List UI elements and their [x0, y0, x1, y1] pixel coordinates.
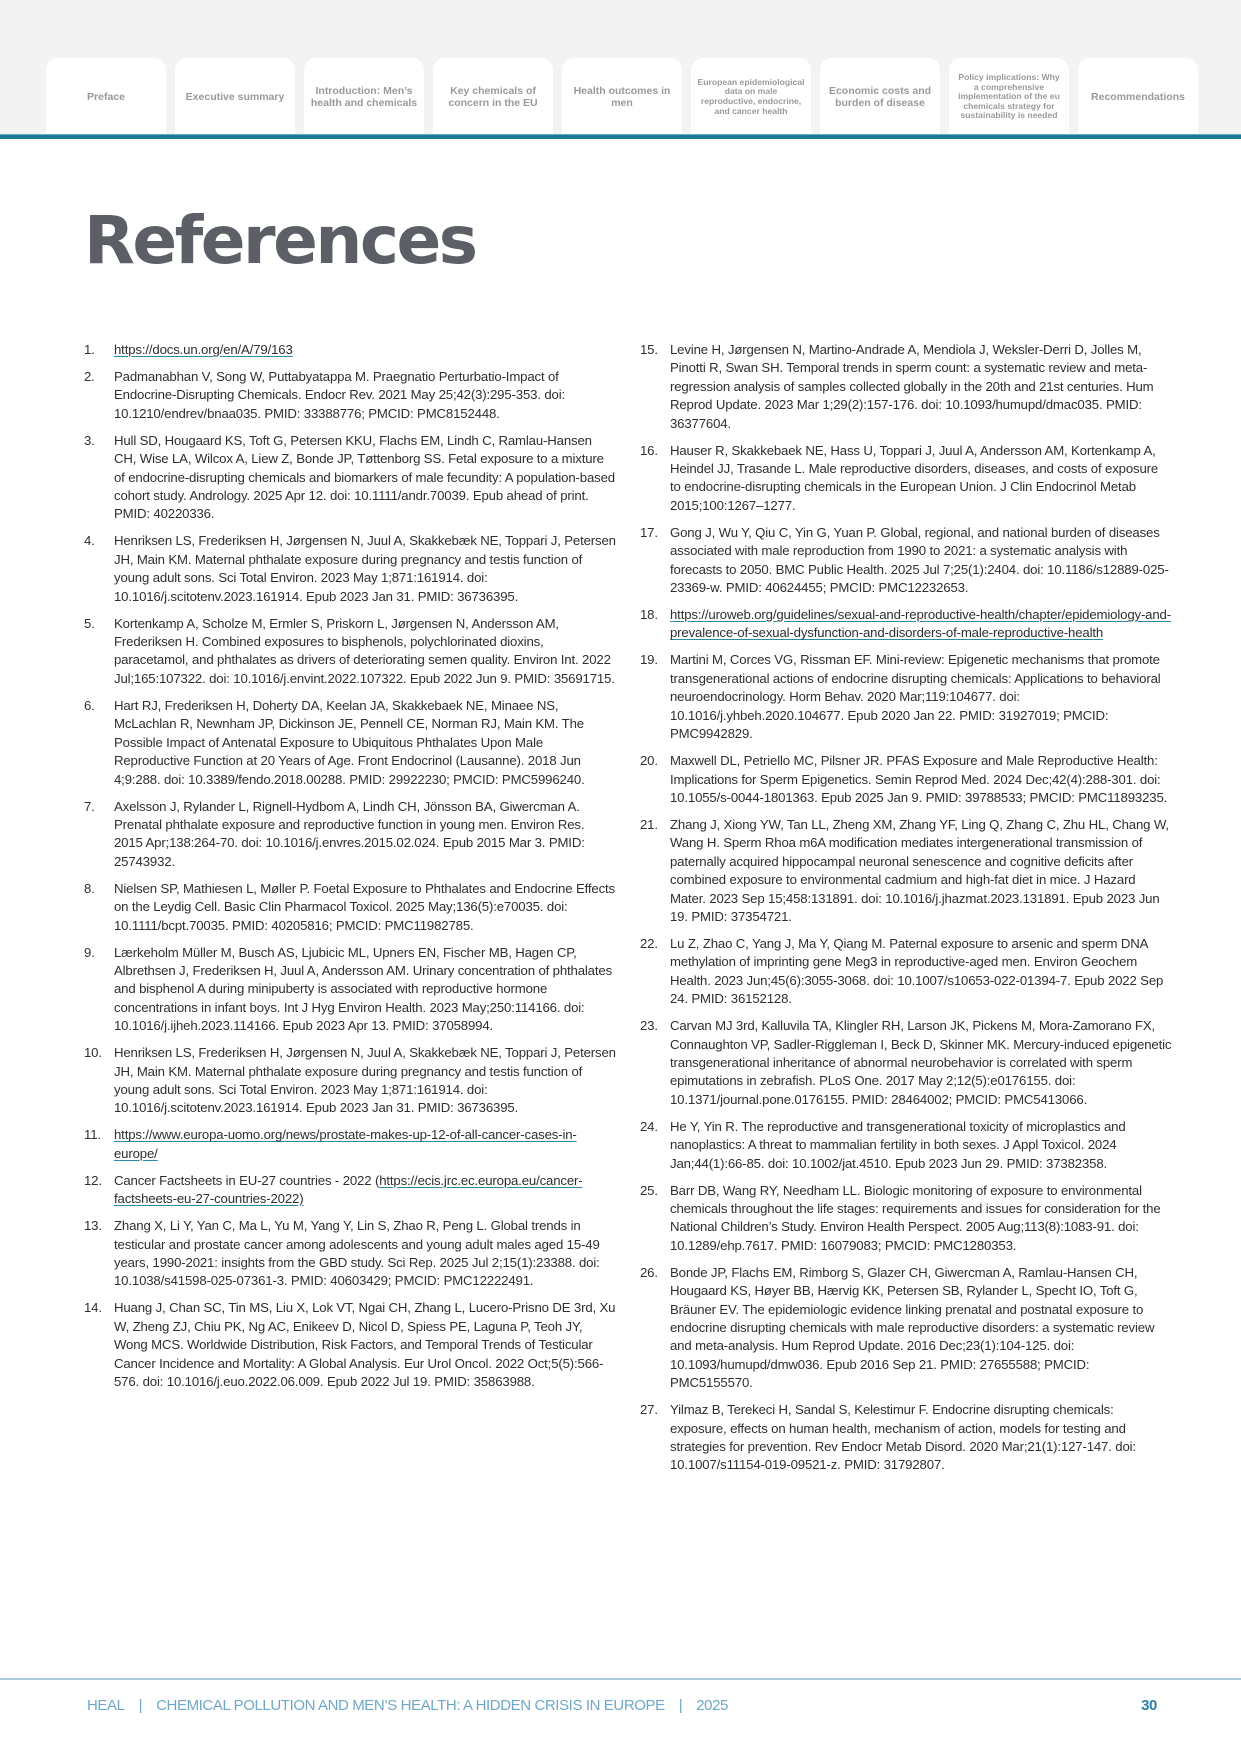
reference-number: 13.	[84, 1218, 102, 1234]
page-title: References	[84, 202, 476, 279]
page-number: 30	[1141, 1697, 1157, 1714]
reference-citation: Padmanabhan V, Song W, Puttabyatappa M. Praegnatio Perturbatio-Impact of Endocrine-Disrupting Chemicals. Endocr Rev. 2021 May 25;42(3):295-353. doi: 10.1210/endrev/bnaa035. PMID: 33388776; PMCID: PMC8152448.	[114, 369, 566, 421]
reference-text	[670, 935, 1172, 1009]
nav-tab[interactable]	[1078, 58, 1198, 136]
reference-text	[114, 1044, 616, 1118]
reference-citation: He Y, Yin R. The reproductive and transgenerational toxicity of microplastics and nanoplastics: A threat to mammalian fertility in both sexes. J Appl Toxicol. 2024 Jan;44(1):66-85. doi: 10.1002/jat.4510. Epub 2023 Jun 29. PMID: 37382358.	[670, 1118, 1126, 1171]
nav-tab-label: Executive summary	[185, 90, 285, 103]
reference-number: 2.	[84, 369, 95, 384]
footer-org: HEAL	[87, 1697, 125, 1714]
reference-number: 25.	[640, 1182, 658, 1198]
nav-tab[interactable]	[175, 58, 295, 136]
nav-tab[interactable]	[433, 58, 553, 136]
reference-item	[640, 935, 1172, 1009]
reference-text	[114, 1172, 616, 1209]
reference-text	[670, 442, 1172, 516]
reference-item	[640, 752, 1172, 807]
nav-tab-label: Economic costs and burden of disease	[828, 84, 932, 109]
reference-number: 26.	[640, 1264, 658, 1280]
reference-citation: Hull SD, Hougaard KS, Toft G, Petersen KKU, Flachs EM, Lindh C, Ramlau-Hansen CH, Wise LA, Wilcox A, Liew Z, Bonde JP, Tøttenborg SS. Fetal exposure to a mixture of endocrine-disrupting chemicals and biomarkers of male fecundity: A population-based cohort study. Andrology. 2025 Apr 12. doi: 10.1111/andr.70039. Epub ahead of print. PMID: 40220336.	[114, 432, 615, 522]
reference-citation: Lu Z, Zhao C, Yang J, Ma Y, Qiang M. Paternal exposure to arsenic and sperm DNA methylation of imprinting gene Meg3 in reproductive-aged men. Environ Geochem Health. 2023 Jun;45(6):3055-3068. doi: 10.1007/s10653-022-01394-7. Epub 2022 Sep 24. PMID: 36152128.	[670, 935, 1164, 1007]
reference-item	[84, 697, 616, 789]
nav-tab-label: Introduction: Men’s health and chemicals	[310, 84, 418, 109]
reference-link[interactable]: https://ecis.jrc.ec.europa.eu/cancer-factsheets-eu-27-countries-2022)	[114, 1172, 583, 1207]
footer-year: 2025	[696, 1697, 729, 1714]
reference-item	[84, 532, 616, 606]
reference-citation: Lærkeholm Müller M, Busch AS, Ljubicic ML, Upners EN, Fischer MB, Hagen CP, Albrethsen J, Frederiksen H, Juul A, Andersson AM. Urinary concentration of phthalates and bisphenol A during minipuberty is associated with reproductive hormone concentrations in infant boys. Int J Hyg Environ Health. 2023 May;250:114166. doi: 10.1016/j.ijheh.2023.114166. Epub 2023 Apr 13. PMID: 37058994.	[114, 944, 613, 1034]
nav-tab[interactable]	[691, 58, 811, 136]
reference-text	[670, 651, 1172, 743]
reference-number: 23.	[640, 1018, 658, 1034]
reference-number: 22.	[640, 935, 658, 951]
reference-citation: Henriksen LS, Frederiksen H, Jørgensen N, Juul A, Skakkebæk NE, Toppari J, Petersen JH, Main KM. Maternal phthalate exposure during pregnancy and testis function of young adult sons. Sci Total Environ. 2023 May 1;871:161914. doi: 10.1016/j.scitotenv.2023.161914. Epub 2023 Jan 31. PMID: 36736395.	[114, 533, 616, 604]
reference-number: 3.	[84, 432, 95, 448]
reference-number: 18.	[640, 607, 658, 623]
reference-text	[670, 1401, 1172, 1475]
nav-tab-label: Recommendations	[1091, 90, 1185, 103]
reference-item	[640, 1118, 1172, 1173]
reference-number: 5.	[84, 615, 95, 631]
reference-citation: Gong J, Wu Y, Qiu C, Yin G, Yuan P. Global, regional, and national burden of diseases associated with male reproduction from 1990 to 2021: a systematic analysis with forecasts to 2050. BMC Public Health. 2025 Jul 7;25(1):2404. doi: 10.1186/s12889-025-23369-w. PMID: 40624455; PMCID: PMC12232653.	[670, 524, 1169, 596]
reference-item	[84, 1299, 616, 1391]
reference-citation: Hauser R, Skakkebaek NE, Hass U, Toppari J, Juul A, Andersson AM, Kortenkamp A, Heindel JJ, Trasande L. Male reproductive disorders, diseases, and costs of exposure to endocrine-disrupting chemicals in the European Union. J Clin Endocrinol Metab 2015;100:1267–1277.	[670, 442, 1159, 513]
reference-item	[84, 1217, 616, 1291]
reference-text	[670, 606, 1172, 643]
reference-link[interactable]: https://docs.un.org/en/A/79/163	[114, 342, 293, 357]
footer-report-title: CHEMICAL POLLUTION AND MEN’S HEALTH: A HIDDEN CRISIS IN EUROPE	[156, 1697, 665, 1714]
page-footer	[87, 1697, 1157, 1714]
reference-citation: Axelsson J, Rylander L, Rignell-Hydbom A, Lindh CH, Jönsson BA, Giwercman A. Prenatal phthalate exposure and reproductive function in young men. Environ Res. 2015 Apr;138:264-70. doi: 10.1016/j.envres.2015.02.024. Epub 2015 Mar 3. PMID: 25743932.	[114, 798, 585, 869]
reference-item	[84, 880, 616, 935]
reference-text	[114, 532, 616, 606]
reference-text	[114, 341, 616, 359]
nav-tab[interactable]	[304, 58, 424, 136]
reference-text	[670, 1182, 1172, 1256]
reference-text	[114, 1217, 616, 1291]
reference-text	[114, 368, 616, 423]
reference-item	[640, 1182, 1172, 1256]
reference-item	[640, 606, 1172, 643]
reference-item	[84, 432, 616, 524]
reference-citation: Henriksen LS, Frederiksen H, Jørgensen N, Juul A, Skakkebæk NE, Toppari J, Petersen JH, Main KM. Maternal phthalate exposure during pregnancy and testis function of young adult sons. Sci Total Environ. 2023 May 1;871:161914. doi: 10.1016/j.scitotenv.2023.161914. Epub 2023 Jan 31. PMID: 36736395.	[114, 1045, 616, 1116]
nav-tab[interactable]	[820, 58, 940, 136]
reference-citation: Yilmaz B, Terekeci H, Sandal S, Kelestimur F. Endocrine disrupting chemicals: exposure, effects on human health, mechanism of action, models for testing and strategies for prevention. Rev Endocr Metab Disord. 2020 Mar;21(1):127-147. doi: 10.1007/s11154-019-09521-z. PMID: 31792807.	[670, 1402, 1136, 1473]
reference-citation: Martini M, Corces VG, Rissman EF. Mini-review: Epigenetic mechanisms that promote transgenerational actions of endocrine disrupting chemicals: Applications to behavioral neuroendocrinology. Horm Behav. 2020 Mar;119:104677. doi: 10.1016/j.yhbeh.2020.104677. Epub 2020 Jan 22. PMID: 31927019; PMCID: PMC9942829.	[670, 652, 1161, 742]
reference-item	[84, 341, 616, 359]
reference-text	[670, 1118, 1172, 1173]
reference-item	[640, 1017, 1172, 1109]
reference-number: 20.	[640, 753, 658, 769]
reference-text	[114, 432, 616, 524]
reference-number: 9.	[84, 944, 95, 960]
reference-item	[84, 944, 616, 1036]
reference-number: 1.	[84, 342, 95, 357]
reference-citation: Nielsen SP, Mathiesen L, Møller P. Foetal Exposure to Phthalates and Endocrine Effects on the Leydig Cell. Basic Clin Pharmacol Toxicol. 2025 May;136(5):e70035. doi: 10.1111/bcpt.70035. PMID: 40205816; PMCID: PMC11982785.	[114, 880, 615, 933]
reference-number: 15.	[640, 342, 658, 357]
reference-text	[114, 880, 616, 935]
reference-number: 6.	[84, 697, 95, 713]
nav-tab[interactable]	[562, 58, 682, 136]
reference-citation: Hart RJ, Frederiksen H, Doherty DA, Keelan JA, Skakkebaek NE, Minaee NS, McLachlan R, Newnham JP, Dickinson JE, Pennell CE, Norman RJ, Main KM. The Possible Impact of Antenatal Exposure to Ubiquitous Phthalates Upon Male Reproductive Function at 20 Years of Age. Front Endocrinol (Lausanne). 2018 Jun 4;9:288. doi: 10.3389/fendo.2018.00288. PMID: 29922230; PMCID: PMC5996240.	[114, 697, 585, 787]
nav-tab[interactable]	[46, 58, 166, 136]
reference-number: 4.	[84, 533, 95, 549]
reference-citation: Zhang J, Xiong YW, Tan LL, Zheng XM, Zhang YF, Ling Q, Zhang C, Zhu HL, Chang W, Wang H. Sperm Rhoa m6A modification mediates intergenerational transmission of paternally acquired hippocampal neuronal senescence and cognitive deficits after combined exposure to environmental cadmium and high-fat diet in mice. J Hazard Mater. 2023 Sep 15;458:131891. doi: 10.1016/j.jhazmat.2023.131891. Epub 2023 Jun 19. PMID: 37354721.	[670, 816, 1169, 924]
reference-number: 27.	[640, 1402, 658, 1418]
reference-link[interactable]: https://uroweb.org/guidelines/sexual-and-reproductive-health/chapter/epidemiology-and-prevalence-of-sexual-dysfunction-and-disorders-of-male-reproductive-health	[670, 607, 1171, 641]
reference-item	[640, 816, 1172, 926]
reference-citation: Huang J, Chan SC, Tin MS, Liu X, Lok VT, Ngai CH, Zhang L, Lucero-Prisno DE 3rd, Xu W, Zheng ZJ, Chiu PK, Ng AC, Enikeev D, Nicol D, Spiess PE, Laguna P, Teoh JY, Wong MCS. Worldwide Distribution, Risk Factors, and Temporal Trends of Testicular Cancer Incidence and Mortality: A Global Analysis. Eur Urol Oncol. 2022 Oct;5(5):566-576. doi: 10.1016/j.euo.2022.06.009. Epub 2022 Jul 19. PMID: 35863988.	[114, 1300, 616, 1390]
reference-number: 14.	[84, 1300, 102, 1316]
reference-item	[84, 615, 616, 689]
reference-number: 7.	[84, 798, 95, 814]
reference-number: 10.	[84, 1045, 102, 1061]
footer-separator: |	[138, 1697, 143, 1714]
reference-item	[640, 651, 1172, 743]
references-column-left	[84, 341, 616, 1400]
reference-text	[114, 1126, 616, 1163]
footer-separator: |	[678, 1697, 683, 1714]
reference-number: 16.	[640, 442, 658, 458]
reference-citation: Carvan MJ 3rd, Kalluvila TA, Klingler RH, Larson JK, Pickens M, Mora-Zamorano FX, Connaughton VP, Sadler-Riggleman I, Beck D, Skinner MK. Mercury-induced epigenetic transgenerational inheritance of abnormal neurobehavior is correlated with sperm epimutations in zebrafish. PLoS One. 2017 May 2;12(5):e0176155. doi: 10.1371/journal.pone.0176155. PMID: 28464002; PMCID: PMC5413066.	[670, 1018, 1172, 1107]
reference-text	[670, 524, 1172, 598]
reference-item	[84, 1172, 616, 1209]
reference-text	[670, 1017, 1172, 1109]
reference-text	[114, 615, 616, 689]
reference-text	[114, 944, 616, 1036]
reference-citation: Levine H, Jørgensen N, Martino-Andrade A, Mendiola J, Weksler-Derri D, Jolles M, Pinotti R, Swan SH. Temporal trends in sperm count: a systematic review and meta-regression analysis of samples collected globally in the 20th and 21st centuries. Hum Reprod Update. 2023 Mar 1;29(2):157-176. doi: 10.1093/humupd/dmac035. PMID: 36377604.	[670, 342, 1154, 431]
nav-tab-label: Health outcomes in men	[573, 84, 671, 109]
reference-item	[640, 524, 1172, 598]
reference-number: 21.	[640, 816, 658, 832]
reference-item	[84, 368, 616, 423]
reference-item	[84, 1126, 616, 1163]
nav-tab[interactable]	[949, 58, 1069, 136]
reference-link[interactable]: https://www.europa-uomo.org/news/prostate-makes-up-12-of-all-cancer-cases-in-europe/	[114, 1127, 577, 1161]
reference-text	[670, 1264, 1172, 1393]
reference-text	[670, 341, 1172, 433]
chapter-tabs	[46, 58, 1198, 136]
reference-citation: Cancer Factsheets in EU-27 countries - 2022 (	[114, 1172, 380, 1188]
reference-text	[114, 697, 616, 789]
references-column-right	[640, 341, 1172, 1483]
reference-citation: Bonde JP, Flachs EM, Rimborg S, Glazer CH, Giwercman A, Ramlau-Hansen CH, Hougaard KS, Høyer BB, Hærvig KK, Petersen SB, Rylander L, Specht IO, Toft G, Bräuner EV. The epidemiologic evidence linking prenatal and postnatal exposure to endocrine disrupting chemicals with male reproductive disorders: a systematic review and meta-analysis. Hum Reprod Update. 2016 Dec;23(1):104-125. doi: 10.1093/humupd/dmw036. Epub 2016 Sep 21. PMID: 27655588; PMCID: PMC5155570.	[670, 1264, 1155, 1391]
reference-number: 8.	[84, 880, 95, 896]
nav-tab-label: Key chemicals of concern in the EU	[448, 84, 538, 109]
reference-citation: Barr DB, Wang RY, Needham LL. Biologic monitoring of exposure to environmental chemicals throughout the life stages: requirements and issues for consideration for the National Children’s Study. Environ Health Perspect. 2005 Aug;113(8):1083-91. doi: 10.1289/ehp.7617. PMID: 16079083; PMCID: PMC1280353.	[670, 1182, 1161, 1253]
reference-citation: Kortenkamp A, Scholze M, Ermler S, Priskorn L, Jørgensen N, Andersson AM, Frederiksen H. Combined exposures to bisphenols, polychlorinated dioxins, paracetamol, and phthalates as drivers of deteriorating semen quality. Environ Int. 2022 Jul;165:107322. doi: 10.1016/j.envint.2022.107322. Epub 2022 Jun 9. PMID: 35691715.	[114, 615, 615, 686]
reference-number: 11.	[84, 1127, 101, 1143]
chapter-nav-bar	[0, 0, 1241, 139]
reference-text	[114, 798, 616, 872]
reference-item	[640, 442, 1172, 516]
nav-divider	[0, 134, 1241, 139]
reference-item	[640, 1264, 1172, 1393]
reference-item	[84, 1044, 616, 1118]
reference-item	[640, 1401, 1172, 1475]
reference-item	[640, 341, 1172, 433]
reference-citation: Maxwell DL, Petriello MC, Pilsner JR. PFAS Exposure and Male Reproductive Health: Implications for Sperm Epigenetics. Semin Reprod Med. 2024 Dec;42(4):288-301. doi: 10.1055/s-0044-1801363. Epub 2025 Jan 9. PMID: 39788533; PMCID: PMC11893235.	[670, 753, 1168, 805]
reference-number: 17.	[640, 524, 658, 540]
reference-text	[670, 752, 1172, 807]
reference-number: 19.	[640, 652, 658, 668]
reference-number: 12.	[84, 1172, 102, 1188]
nav-tab-label: Policy implications: Why a comprehensive implementation of the eu chemicals strategy for sustainability is needed	[958, 71, 1060, 121]
nav-tab-label: Preface	[87, 90, 125, 103]
reference-text	[670, 816, 1172, 926]
reference-citation: Zhang X, Li Y, Yan C, Ma L, Yu M, Yang Y, Lin S, Zhao R, Peng L. Global trends in testicular and prostate cancer among adolescents and young adult males aged 15-49 years, 1990-2021: insights from the GBD study. Sci Rep. 2025 Jul 2;15(1):23388. doi: 10.1038/s41598-025-07361-3. PMID: 40603429; PMCID: PMC12222491.	[114, 1218, 600, 1289]
nav-tab-label: European epidemiological data on male reproductive, endocrine, and cancer health	[697, 76, 805, 116]
footer-divider	[0, 1678, 1241, 1680]
reference-number: 24.	[640, 1118, 658, 1134]
reference-text	[114, 1299, 616, 1391]
reference-item	[84, 798, 616, 872]
